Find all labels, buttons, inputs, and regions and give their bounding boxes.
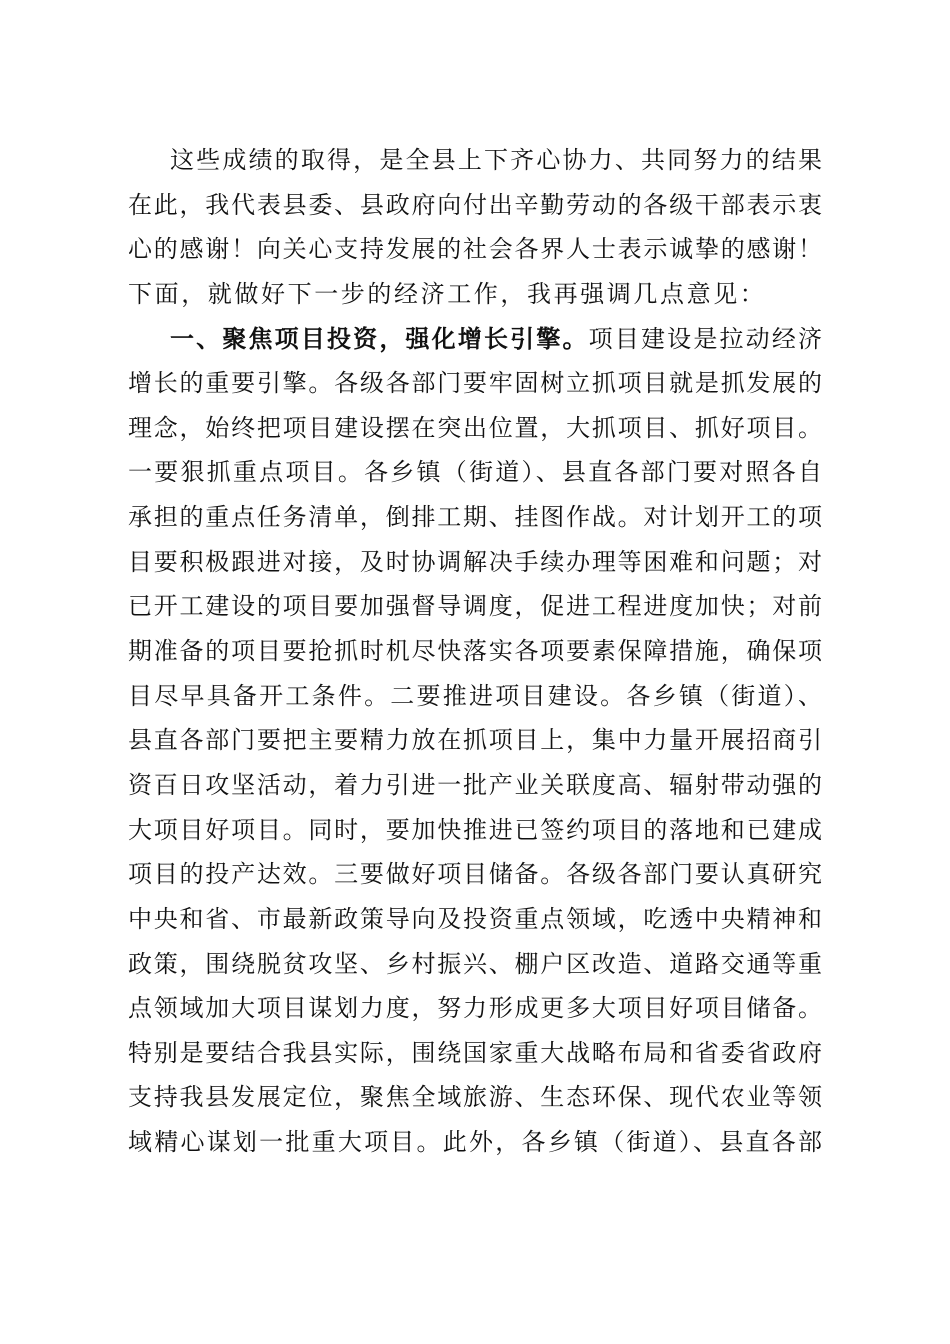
paragraph-line: 中央和省、市最新政策导向及投资重点领域，吃透中央精神和 — [128, 904, 822, 933]
paragraph-text: 项目建设是拉动经济 — [588, 324, 823, 353]
paragraph-line: 增长的重要引擎。各级各部门要牢固树立抓项目就是抓发展的 — [128, 369, 822, 398]
document-page — [128, 138, 822, 1165]
section-heading: 一、聚焦项目投资，强化增长引擎。 — [170, 324, 589, 353]
paragraph-line: 资百日攻坚活动，着力引进一批产业关联度高、辐射带动强的 — [128, 770, 822, 799]
paragraph-line: 特别是要结合我县实际，围绕国家重大战略布局和省委省政府 — [128, 1038, 822, 1067]
paragraph-line: 这些成绩的取得，是全县上下齐心协力、共同努力的结果 — [170, 146, 822, 174]
paragraph-line: 支持我县发展定位，聚焦全域旅游、生态环保、现代农业等领 — [128, 1083, 822, 1112]
paragraph-line: 一要狠抓重点项目。各乡镇（街道）、县直各部门要对照各自 — [128, 458, 822, 487]
paragraph-line: 项目的投产达效。三要做好项目储备。各级各部门要认真研究 — [128, 860, 822, 889]
paragraph-line: 域精心谋划一批重大项目。此外，各乡镇（街道）、县直各部 — [128, 1128, 822, 1157]
paragraph-line: 理念，始终把项目建设摆在突出位置，大抓项目、抓好项目。 — [128, 413, 822, 442]
section-heading-line — [128, 317, 822, 362]
paragraph-line: 已开工建设的项目要加强督导调度，促进工程进度加快；对前 — [128, 592, 822, 621]
paragraph-line: 政策，围绕脱贫攻坚、乡村振兴、棚户区改造、道路交通等重 — [128, 949, 822, 978]
paragraph-line: 心的感谢！向关心支持发展的社会各界人士表示诚挚的感谢！ — [128, 235, 822, 264]
paragraph-line: 点领域加大项目谋划力度，努力形成更多大项目好项目储备。 — [128, 994, 822, 1023]
paragraph-line: 承担的重点任务清单，倒排工期、挂图作战。对计划开工的项 — [128, 503, 822, 532]
paragraph-line: 下面，就做好下一步的经济工作，我再强调几点意见： — [128, 279, 767, 308]
paragraph-line: 在此，我代表县委、县政府向付出辛勤劳动的各级干部表示衷 — [128, 190, 822, 219]
paragraph-line: 县直各部门要把主要精力放在抓项目上，集中力量开展招商引 — [128, 726, 822, 755]
paragraph-line: 目要积极跟进对接，及时协调解决手续办理等困难和问题；对 — [128, 547, 822, 576]
paragraph-line: 目尽早具备开工条件。二要推进项目建设。各乡镇（街道）、 — [128, 681, 822, 710]
paragraph-line: 期准备的项目要抢抓时机尽快落实各项要素保障措施，确保项 — [128, 637, 822, 666]
paragraph-line: 大项目好项目。同时，要加快推进已签约项目的落地和已建成 — [128, 815, 822, 844]
